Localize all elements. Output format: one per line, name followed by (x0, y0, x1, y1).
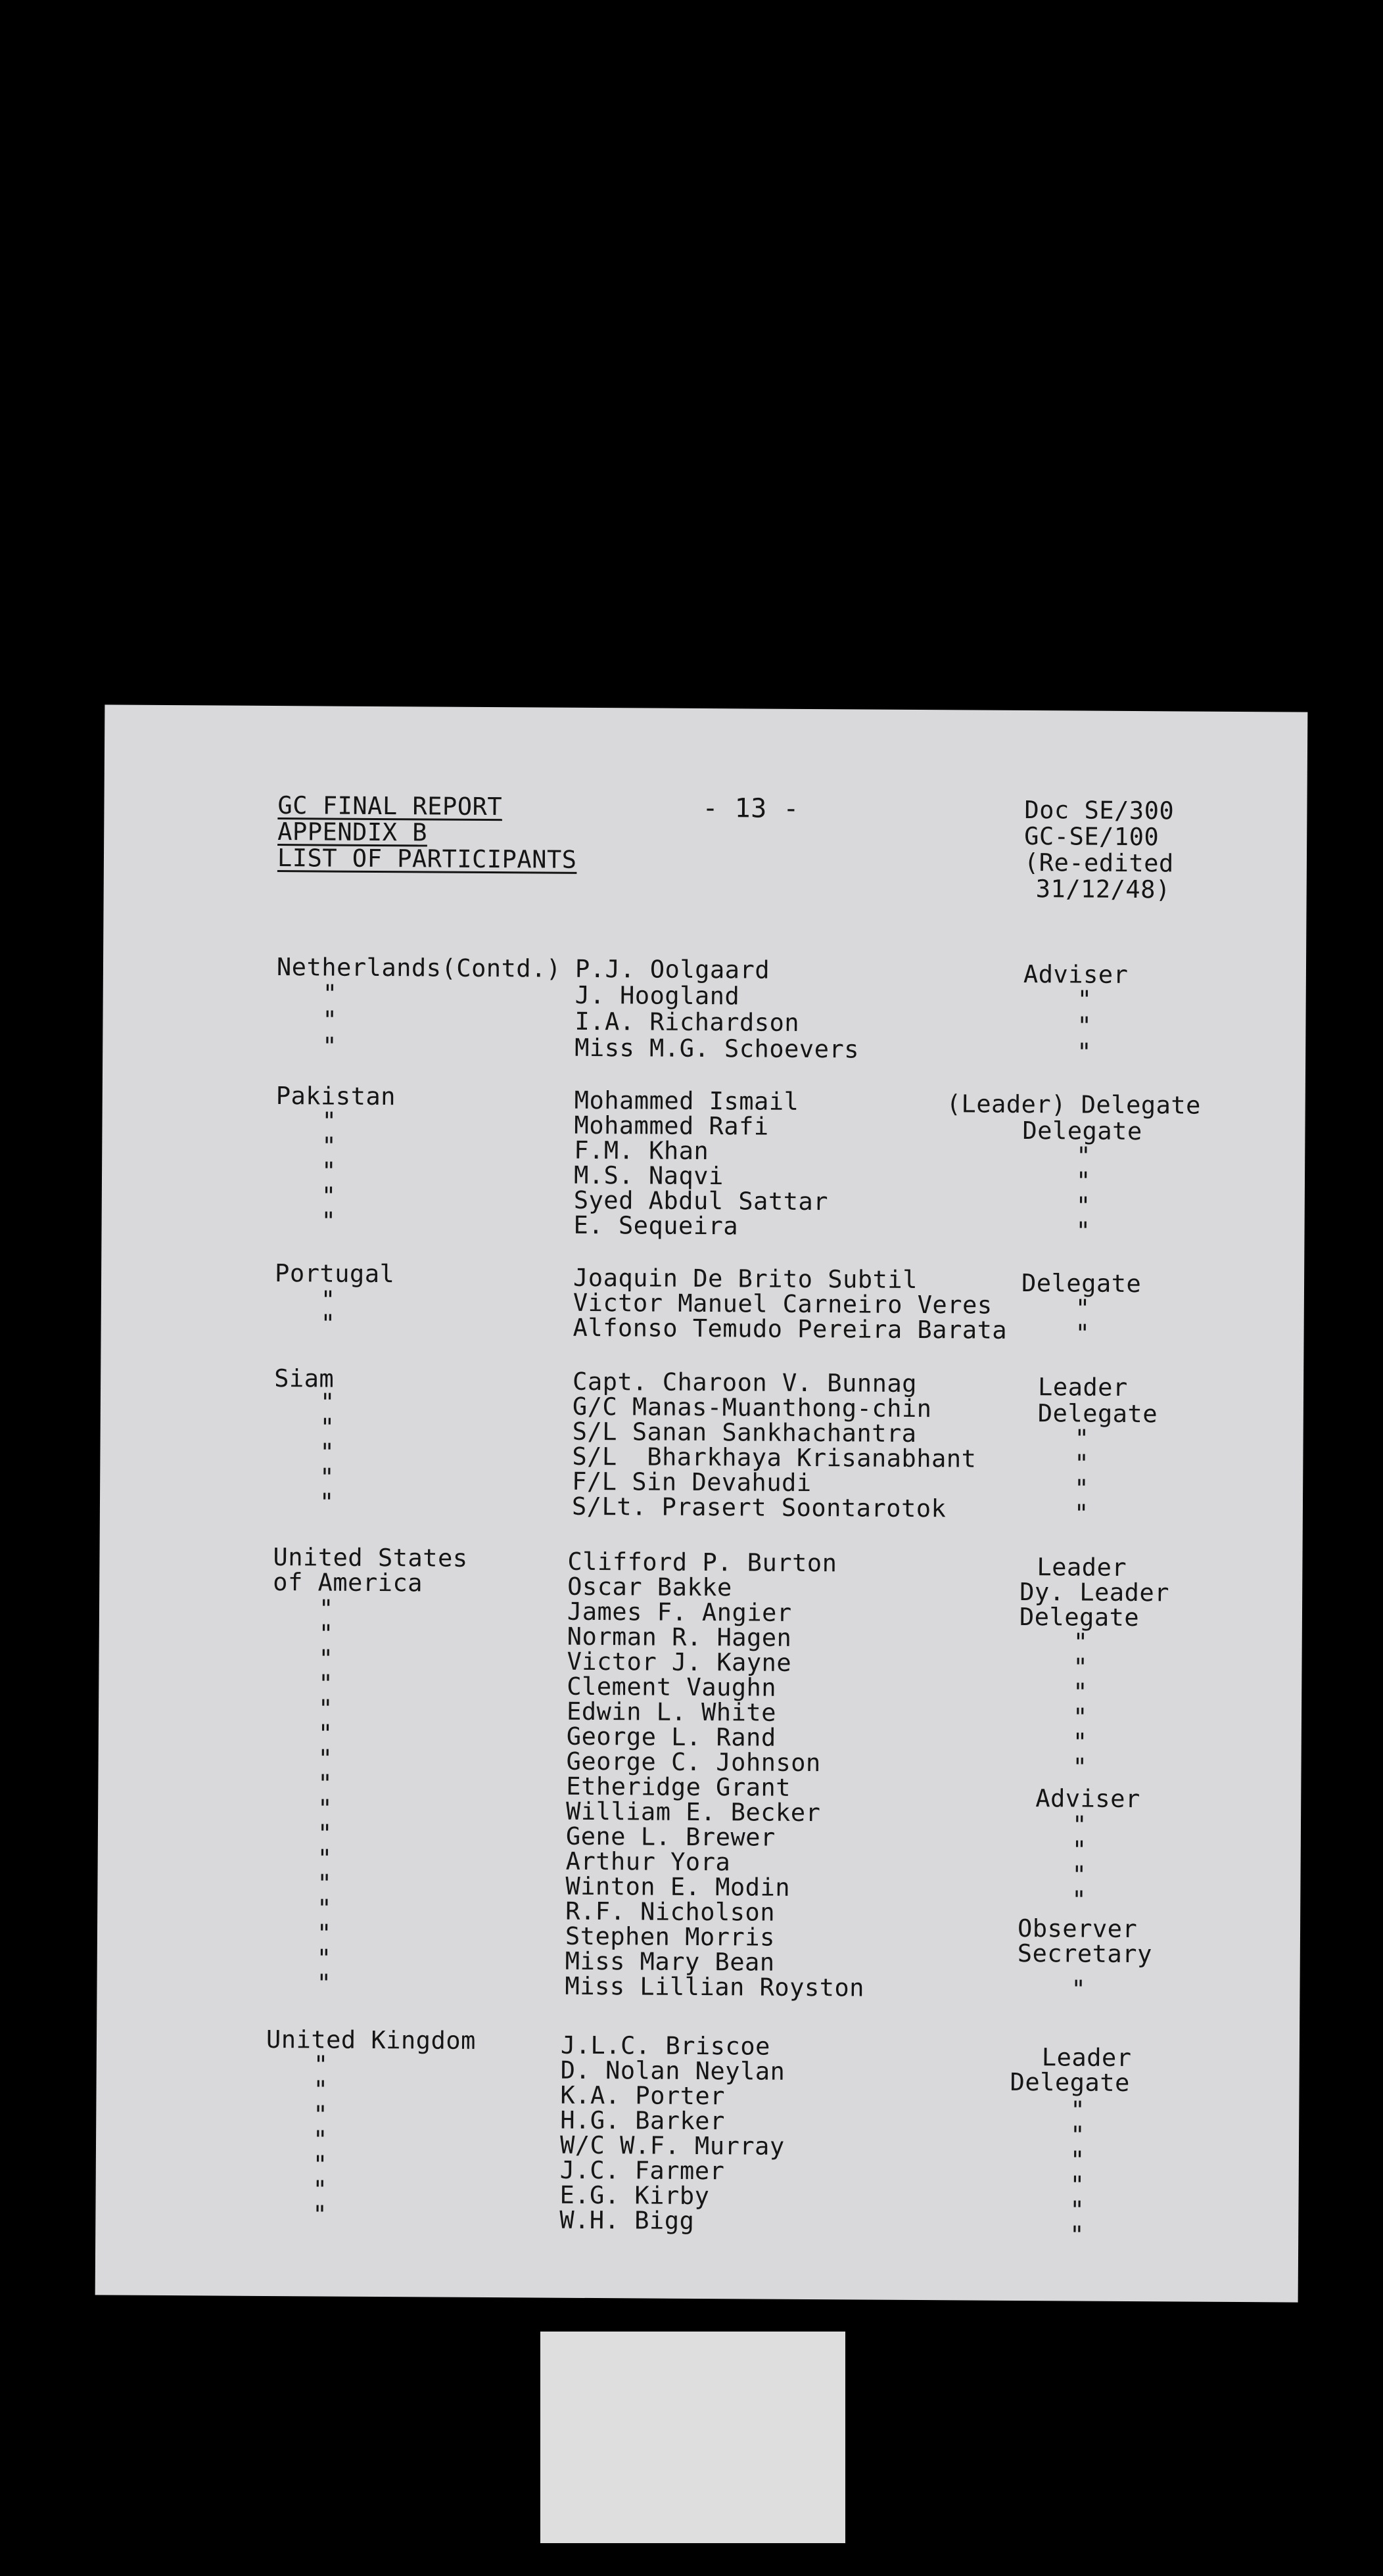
role-label: Delegate (1021, 1268, 1142, 1299)
role-label: Observer (1017, 1914, 1138, 1944)
ditto-mark: " (1072, 1703, 1088, 1732)
participant-name: Oscar Bakke (567, 1572, 732, 1602)
participant-name: F/L Sin Devahudi (572, 1467, 812, 1498)
participant-name: H.G. Barker (560, 2105, 725, 2136)
participant-name: Syed Abdul Sattar (573, 1185, 829, 1216)
report-title: GC FINAL REPORT (277, 791, 503, 821)
participant-name: Winton E. Modin (565, 1872, 791, 1902)
participant-name: S/L Sanan Sankhachantra (572, 1417, 917, 1448)
ditto-mark: " (312, 2125, 328, 2154)
participant-name: E.G. Kirby (559, 2180, 710, 2211)
page-number: - 13 - (702, 793, 800, 824)
ditto-mark: " (1075, 1319, 1090, 1348)
ditto-mark: " (317, 1744, 333, 1773)
ditto-mark: " (317, 1769, 333, 1798)
participant-name: Edwin L. White (566, 1697, 777, 1727)
ditto-mark: " (1075, 1216, 1090, 1245)
role-label: Leader (1037, 1373, 1128, 1402)
role-label: Leader (1041, 2043, 1132, 2073)
ditto-mark: " (312, 2150, 328, 2179)
participant-name: I.A. Richardson (574, 1007, 800, 1037)
ditto-mark: " (1071, 1975, 1086, 2004)
participant-name: W.H. Bigg (559, 2205, 695, 2235)
ditto-mark: " (1074, 1474, 1089, 1503)
country-portugal: Portugal (274, 1259, 395, 1289)
participant-name: Norman R. Hagen (567, 1622, 792, 1652)
participant-name: K.A. Porter (560, 2081, 726, 2111)
ditto-mark: " (1069, 2196, 1085, 2224)
participant-name: Clement Vaughn (567, 1672, 777, 1702)
participant-name: W/C W.F. Murray (559, 2130, 785, 2161)
role-label: Secretary (1017, 1939, 1152, 1969)
ditto-mark: " (312, 2175, 328, 2204)
participant-name: F.M. Khan (574, 1136, 709, 1166)
ditto-mark: " (1077, 985, 1092, 1014)
ditto-mark: " (317, 1869, 332, 1898)
ditto-mark: " (318, 1669, 333, 1698)
role-label: Delegate (1037, 1399, 1158, 1429)
role-label: Leader (1037, 1553, 1127, 1582)
ditto-mark: " (1070, 2096, 1085, 2125)
ditto-mark: " (319, 1388, 335, 1417)
ditto-mark: " (318, 1644, 333, 1673)
role-label: Dy. Leader (1020, 1577, 1170, 1607)
participant-name: S/L Bharkhaya Krisanabhant (572, 1442, 977, 1473)
country-pakistan: Pakistan (275, 1082, 396, 1111)
ditto-mark: " (1071, 1835, 1087, 1864)
participant-name: Joaquin De Brito Subtil (573, 1263, 918, 1295)
participant-name: M.S. Naqvi (573, 1161, 724, 1191)
ditto-mark: " (1073, 1499, 1089, 1528)
participant-name: Victor J. Kayne (567, 1647, 792, 1677)
ditto-mark: " (322, 1005, 337, 1034)
doc-reference-2: GC-SE/100 (1024, 821, 1160, 852)
document-page (95, 704, 1308, 2302)
participant-name: G/C Manas-Muanthong-chin (572, 1392, 932, 1423)
country-usa: United States (273, 1543, 468, 1573)
ditto-mark: " (1072, 1728, 1088, 1757)
participant-name: J.C. Farmer (559, 2155, 725, 2186)
ditto-mark: " (321, 1107, 337, 1136)
participant-name: S/Lt. Prasert Soontarotok (571, 1492, 947, 1523)
ditto-mark: " (316, 1969, 331, 1998)
ditto-mark: " (321, 1182, 337, 1210)
ditto-mark: " (1076, 1141, 1091, 1170)
ditto-mark: " (322, 1032, 337, 1061)
blank-target-card (540, 2332, 845, 2543)
role-label: Adviser (1023, 959, 1129, 989)
ditto-mark: " (320, 1285, 336, 1314)
ditto-mark: " (319, 1413, 335, 1442)
ditto-mark: " (1070, 2121, 1085, 2150)
ditto-mark: " (1069, 2220, 1085, 2249)
ditto-mark: " (313, 2050, 329, 2079)
participant-name: Arthur Yora (565, 1847, 731, 1877)
ditto-mark: " (317, 1894, 332, 1923)
ditto-mark: " (1075, 1191, 1091, 1220)
ditto-mark: " (1073, 1653, 1088, 1682)
ditto-mark: " (1071, 1885, 1087, 1914)
participant-name: Capt. Charoon V. Bunnag (572, 1367, 918, 1398)
role-label: Delegate (1019, 1602, 1140, 1632)
country-netherlands: Netherlands(Contd.) (276, 953, 561, 983)
participant-name: Miss Mary Bean (565, 1946, 775, 1977)
ditto-mark: " (1069, 2146, 1085, 2174)
participant-name: J.L.C. Briscoe (560, 2031, 770, 2061)
participant-name: Victor Manuel Carneiro Veres (573, 1288, 993, 1320)
ditto-mark: " (1077, 1038, 1092, 1067)
participant-name: E. Sequeira (573, 1210, 739, 1241)
participant-name: Gene L. Brewer (565, 1822, 776, 1852)
participant-name: Clifford P. Burton (567, 1547, 837, 1578)
ditto-mark: " (318, 1619, 334, 1648)
ditto-mark: " (316, 1919, 332, 1948)
participant-name: Stephen Morris (565, 1921, 775, 1952)
re-edited-date: 31/12/48) (1035, 875, 1171, 904)
ditto-mark: " (322, 979, 338, 1008)
ditto-mark: " (1075, 1166, 1091, 1195)
ditto-mark: " (317, 1844, 333, 1873)
ditto-mark: " (321, 1157, 337, 1185)
ditto-mark: " (320, 1309, 336, 1338)
participant-name: Miss M.G. Schoevers (574, 1033, 860, 1064)
ditto-mark: " (319, 1488, 335, 1517)
ditto-mark: " (1074, 1449, 1089, 1478)
ditto-mark: " (321, 1132, 337, 1161)
role-label: (Leader) Delegate (946, 1090, 1202, 1120)
ditto-mark: " (319, 1438, 335, 1467)
ditto-mark: " (313, 2100, 328, 2129)
ditto-mark: " (321, 1207, 337, 1235)
participant-name: William E. Becker (566, 1797, 821, 1828)
list-title: LIST OF PARTICIPANTS (277, 844, 577, 874)
participant-name: Etheridge Grant (566, 1772, 791, 1802)
ditto-mark: " (1071, 1860, 1087, 1889)
ditto-mark: " (317, 1694, 333, 1723)
participant-name: J. Hoogland (574, 980, 740, 1011)
participant-name: R.F. Nicholson (565, 1897, 776, 1927)
ditto-mark: " (1077, 1011, 1092, 1040)
ditto-mark: " (1071, 1810, 1087, 1839)
ditto-mark: " (318, 1594, 334, 1623)
ditto-mark: " (1074, 1424, 1090, 1453)
participant-name: George L. Rand (566, 1722, 776, 1752)
ditto-mark: " (316, 1944, 332, 1973)
ditto-mark: " (319, 1463, 335, 1492)
participant-name: P.J. Oolgaard (574, 954, 770, 984)
country-uk: United Kingdom (266, 2025, 477, 2055)
appendix-label: APPENDIX B (277, 817, 428, 847)
participant-name: Mohammed Ismail (574, 1086, 799, 1116)
doc-reference: Doc SE/300 (1024, 795, 1175, 825)
participant-name: James F. Angier (567, 1597, 792, 1627)
country-siam: Siam (274, 1364, 335, 1393)
role-label: Delegate (1022, 1116, 1142, 1146)
ditto-mark: " (1073, 1678, 1088, 1707)
re-edited-note: (Re-edited (1023, 848, 1174, 878)
ditto-mark: " (312, 2200, 327, 2229)
role-label: Adviser (1035, 1784, 1140, 1814)
ditto-mark: " (313, 2075, 328, 2104)
role-label: Delegate (1010, 2067, 1130, 2097)
ditto-mark: " (1069, 2171, 1085, 2199)
ditto-mark: " (317, 1819, 333, 1848)
participant-name: Alfonso Temudo Pereira Barata (573, 1313, 1008, 1345)
participant-name: Mohammed Rafi (574, 1111, 769, 1141)
ditto-mark: " (317, 1719, 333, 1748)
ditto-mark: " (1072, 1753, 1087, 1782)
ditto-mark: " (1073, 1628, 1089, 1657)
ditto-mark: " (317, 1794, 333, 1823)
country-usa-line2: of America (273, 1568, 423, 1598)
participant-name: George C. Johnson (566, 1747, 821, 1778)
ditto-mark: " (1075, 1294, 1090, 1323)
participant-name: D. Nolan Neylan (560, 2056, 785, 2086)
participant-name: Miss Lillian Royston (565, 1971, 865, 2002)
